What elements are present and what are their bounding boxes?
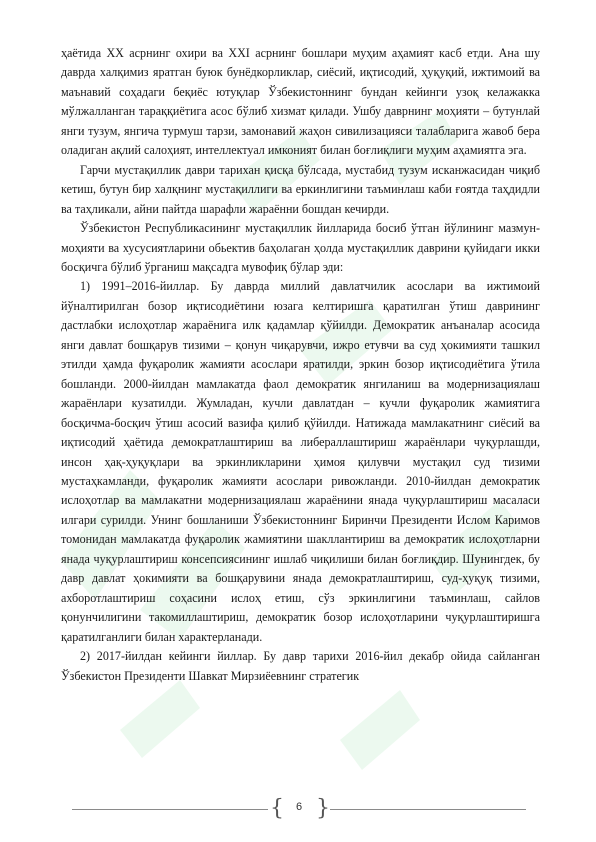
paragraph: 1) 1991–2016-йиллар. Бу даврда миллий давлатчилик асослари ва ижтимоий йўналтирилган бозор иқтисодиётини юзага келтиришга қаратилган ўтиш даврининг дастлабки ислоҳотлар жараёнига илк қадамлар қўйилди. Демократик анъаналар асосида янги давлат бошқарув тизими – қонун чиқарувчи, ижро етувчи ва суд ҳокимияти ташкил этилди ҳамда фуқаролик жамияти асослари яратилди, эркин бозор иқтисодиётига ўтила бошланди. 2000-йилдан мамлакатда фаол демократик янгиланиш ва модернизациялаш жараёнлари кузатилди. Жумладан, кучли давлатдан – кучли фуқаролик жамиятига босқичма-босқич ўтиш асосий вазифа қилиб қўйилди. Натижада мамлакатнинг сиёсий ва иқтисодий ҳаётида демократлаштириш ва либераллаштириш жараёнлари чуқурлашди, инсон ҳақ-ҳуқуқлари ва эркинликларини ҳимоя қилувчи мустақил суд тизими мустаҳкамланди, фуқаролик жамияти асослари ривожланди. 2010-йилдан демократик ислоҳотлар ва мамлакатни модернизациялаш жараёнини янада чуқурлаштириш масаласи илгари сурилди. Унинг бошланиши Ўзбекистоннинг Биринчи Президенти Ислом Каримов томонидан мамлакатда фуқаролик жамиятини шакллантириш ва демократик ислоҳотларни янада чуқурлаштириш консепсиясининг ишлаб чиқилиши билан боғлиқдир. Шунингдек, бу давр давлат ҳокимияти ва бошқарувини янада демократлаштириш, суд-ҳуқуқ тизими, ахборотлаштириш соҳасини ислоҳ етиш, сўз эркинлигини таъминлаш, сайлов қонунчилигини такомиллаштириш, демократик бозор ислоҳотларини чуқурлаштиришга қаратилганлиги билан характерланади. (61, 279, 540, 644)
page-number: 6 (295, 801, 303, 813)
watermark-shape (340, 690, 420, 770)
footer-bracket-left: { (270, 796, 284, 821)
paragraph: 2) 2017-йилдан кейинги йиллар. Бу давр тарихи 2016-йил декабр ойида сайланган Ўзбекистон Президенти Шавкат Мирзиёевнинг стратегик (61, 649, 540, 683)
paragraph: Гарчи мустақиллик даври тарихан қисқа бўлсада, мустабид тузум исканжасидан чиқиб кетиш, бутун бир халқнинг мустақиллиги ва еркинлигини таъминлаш каби ғоятда таҳдидли ва таҳликали, айни пайтда шарафли жараённи бошдан кечирди. (61, 162, 540, 216)
page-footer (0, 795, 596, 825)
footer-bracket-right: } (316, 796, 330, 821)
paragraph: Ўзбекистон Республикасининг мустақиллик йилларида босиб ўтган йўлининг мазмун-моҳияти ва хусусиятларини обьектив баҳолаган ҳолда мустақиллик даврини қуйидаги икки босқичга бўлиб ўрганиш мақсадга мувофиқ бўлар эди: (61, 221, 540, 274)
document-body (61, 44, 540, 686)
paragraph: ҳаётида XX асрнинг охири ва XXI асрнинг бошлари муҳим аҳамият касб етди. Ана шу даврда халқимиз яратган буюк бунёдкорликлар, сиёсий, иқтисодий, ҳуқуқий, ижтимоий ва маънавий соҳадаги беқиёс ютуқлар Ўзбекистоннинг бундан кейинги узоқ келажакка мўлжалланган тараққиётига асос бўлиб хизмат қилади. Ушбу даврнинг моҳияти – бутунлай янги тузум, янгича турмуш тарзи, замонавий жаҳон сивилизацияси талабларига жавоб бера оладиган ақлий салоҳият, интеллектуал имконият билан боғлиқлиги муҳим аҳамиятга эга. (61, 46, 540, 158)
watermark-shape (120, 680, 200, 758)
footer-rule-left (72, 809, 268, 810)
footer-rule-right (330, 809, 526, 810)
